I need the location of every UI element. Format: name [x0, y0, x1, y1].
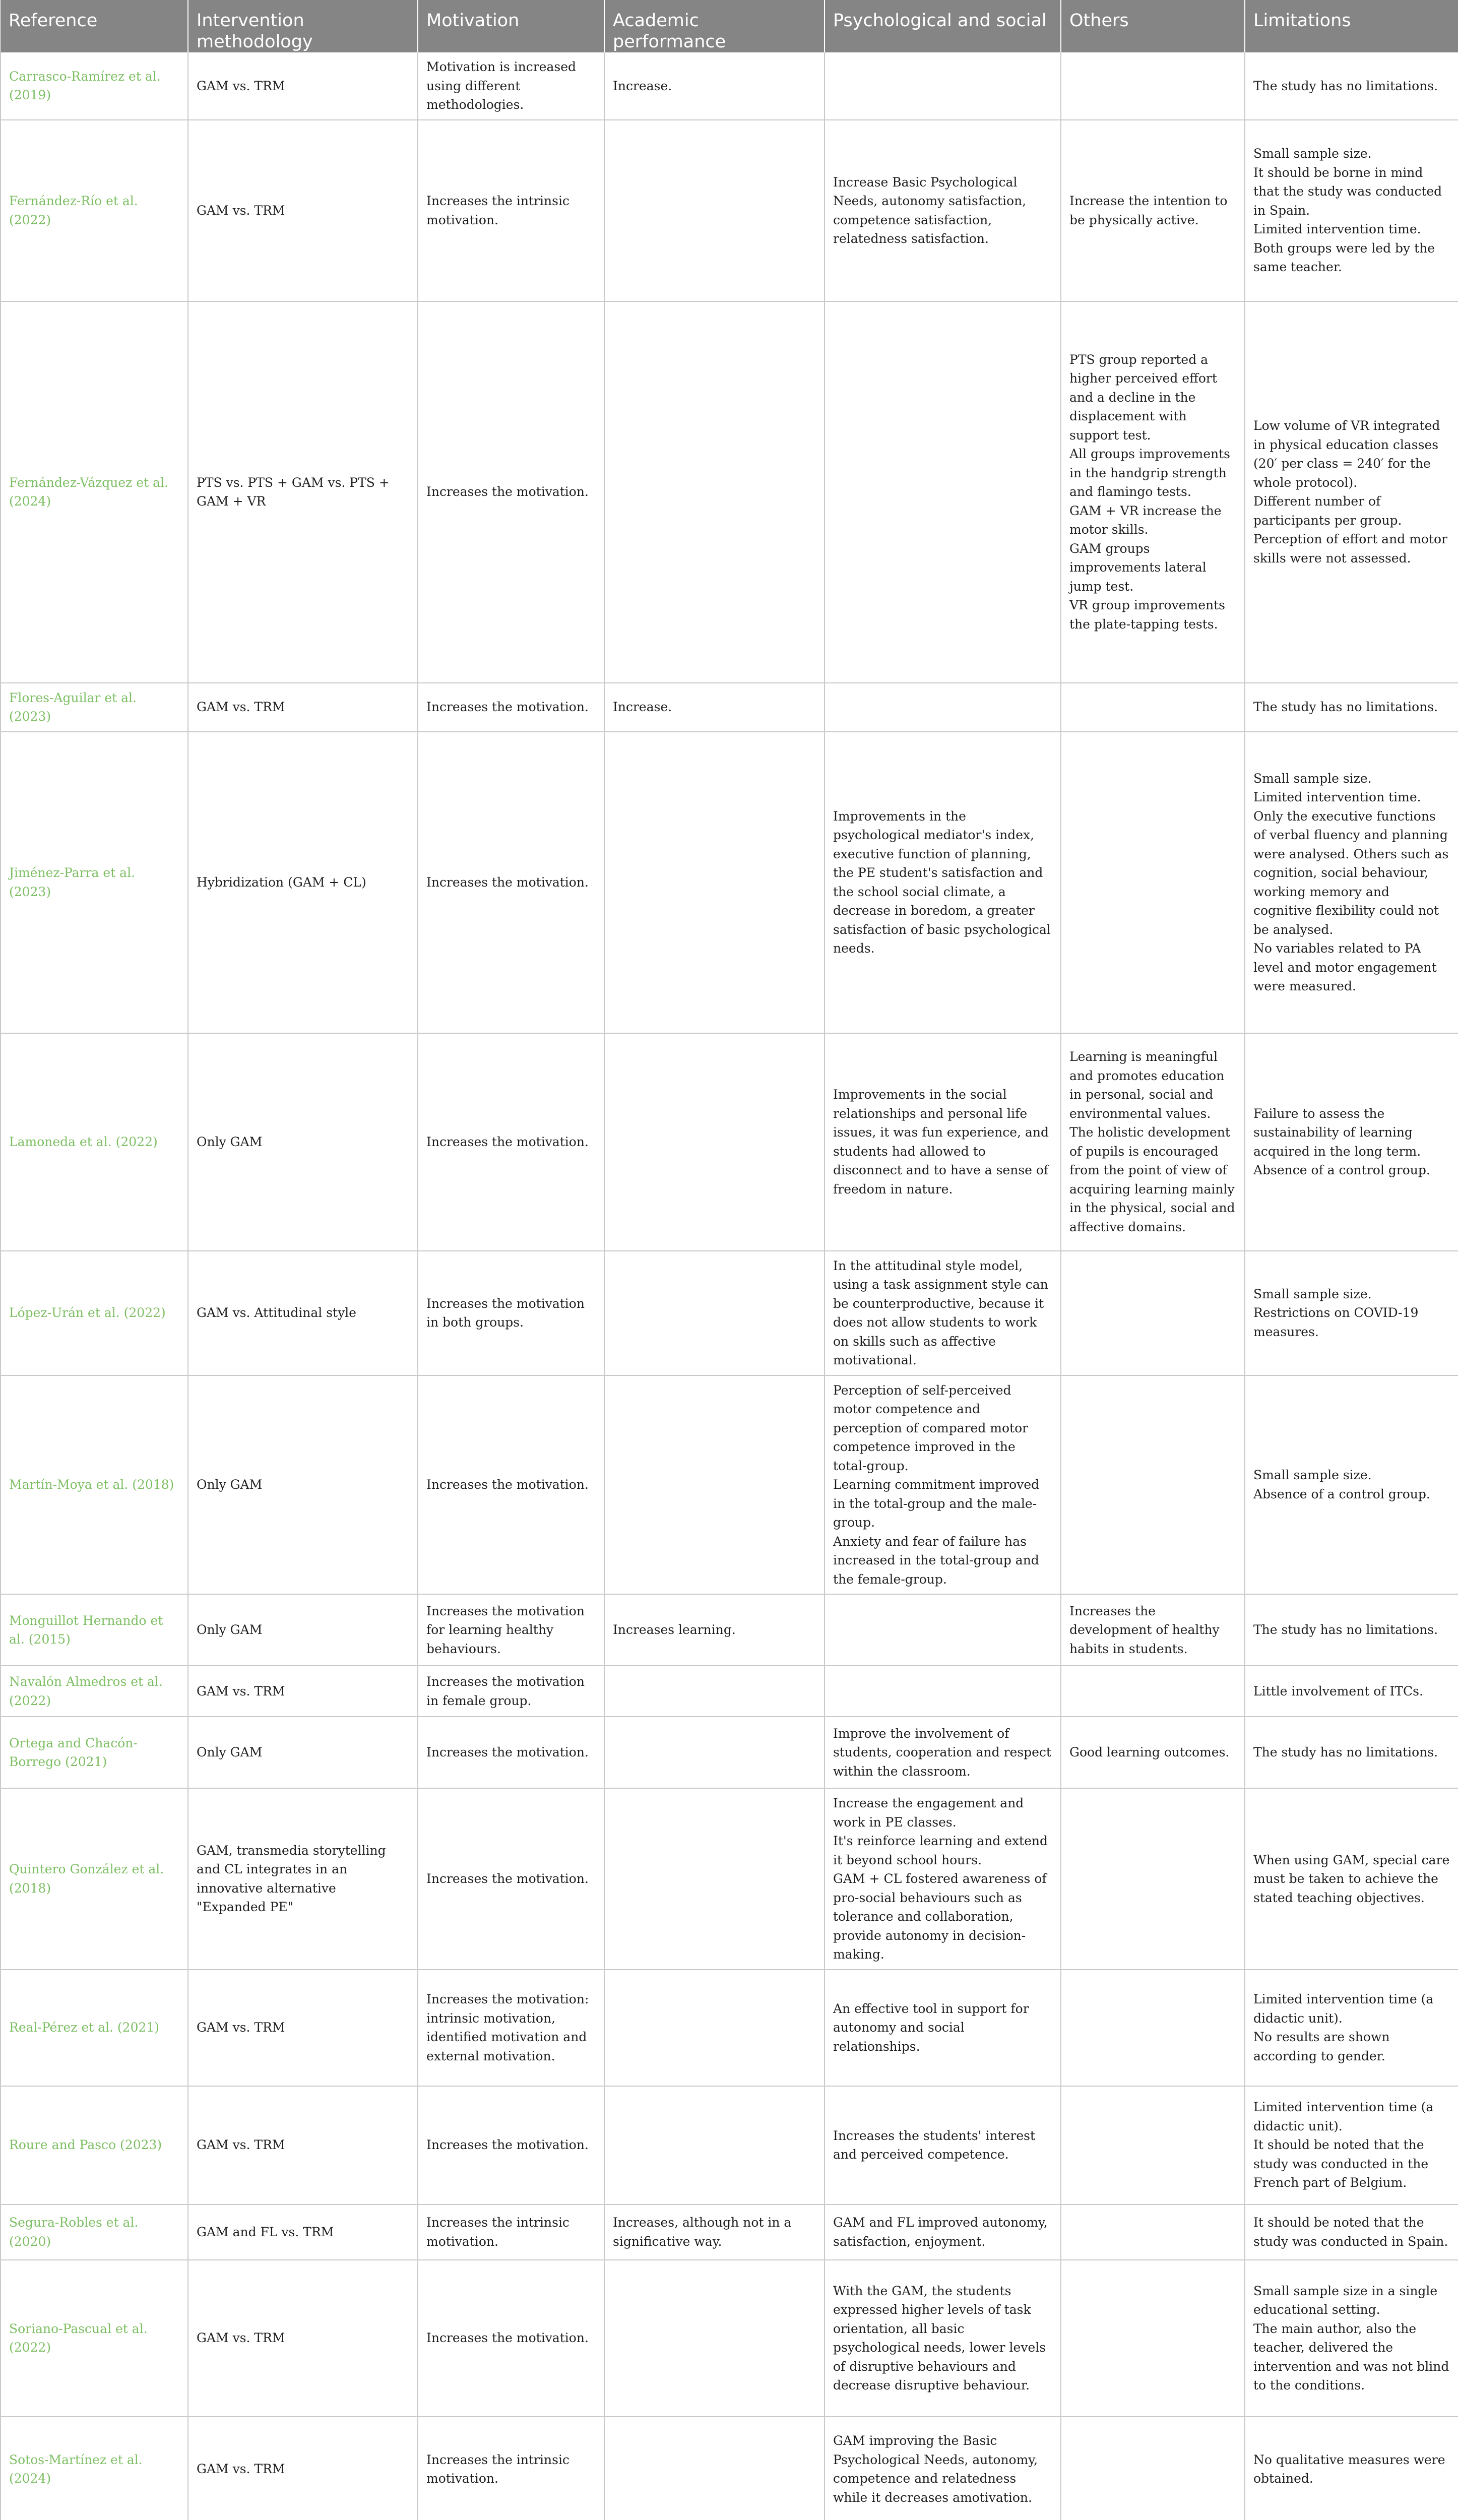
others-cell	[1061, 1251, 1245, 1375]
academic-performance-cell	[604, 1666, 825, 1717]
motivation-cell: Increases the intrinsic motivation.	[418, 2204, 604, 2260]
limitations-cell	[1245, 1717, 1458, 1788]
psychological-social-cell: In the attitudinal style model, using a task assignment style can be counterproductive, because it does not allow students to work on skills such as affective motivational.	[825, 1251, 1061, 1375]
academic-performance-cell: Increase.	[604, 683, 825, 732]
cell-line: Both groups were led by the same teacher.	[1253, 240, 1435, 275]
cell-line: PTS group reported a higher perceived effort and a decline in the displacement with support test.	[1069, 352, 1217, 443]
cell-line: Absence of a control group.	[1253, 1486, 1430, 1501]
psychological-social-cell: Improve the involvement of students, cooperation and respect within the classroom.	[825, 1717, 1061, 1788]
header-motivation: Motivation	[418, 0, 604, 52]
cell-line: When using GAM, special care must be taken to achieve the stated teaching objectives.	[1253, 1852, 1450, 1905]
psychological-social-cell: Improvements in the psychological mediator's index, executive function of planning, the PE student's satisfaction and the school social climate, a decrease in boredom, a greater satisfaction of basic psychological needs.	[825, 732, 1061, 1033]
cell-line: Only the executive functions of verbal fluency and planning were analysed. Others such as cognition, social behaviour, working memory and cognitive flexibility could not be analysed.	[1253, 808, 1449, 937]
limitations-cell	[1245, 2260, 1458, 2417]
reference-cell[interactable]: Roure and Pasco (2023)	[1, 2086, 188, 2204]
motivation-cell: Increases the motivation.	[418, 732, 604, 1033]
intervention-cell: Only GAM	[188, 1594, 418, 1666]
cell-line: Small sample size.	[1253, 771, 1372, 786]
intervention-cell: GAM and FL vs. TRM	[188, 2204, 418, 2260]
cell-line: It should be borne in mind that the study was conducted in Spain.	[1253, 165, 1442, 218]
intervention-cell: GAM vs. TRM	[188, 2086, 418, 2204]
others-cell	[1061, 2417, 1245, 2520]
intervention-cell: Only GAM	[188, 1033, 418, 1251]
cell-line: The main author, also the teacher, delivered the intervention and was not blind to the conditions.	[1253, 2321, 1449, 2392]
table-row	[1, 2417, 1458, 2520]
intervention-cell: GAM vs. TRM	[188, 1970, 418, 2086]
academic-performance-cell: Increases, although not in a significative way.	[604, 2204, 825, 2260]
header-others: Others	[1061, 0, 1245, 52]
psychological-social-cell	[825, 1666, 1061, 1717]
table-body	[1, 52, 1458, 2520]
intervention-cell: GAM vs. TRM	[188, 1666, 418, 1717]
table-row	[1, 1666, 1458, 1717]
table-row	[1, 301, 1458, 683]
motivation-cell: Increases the intrinsic motivation.	[418, 120, 604, 301]
cell-line: Different number of participants per group.	[1253, 494, 1402, 528]
cell-line: Anxiety and fear of failure has increased in the total-group and the female-group.	[833, 1534, 1039, 1587]
cell-line: Limited intervention time (a didactic unit).	[1253, 1992, 1434, 2026]
reference-cell[interactable]: Fernández-Vázquez et al. (2024)	[1, 301, 188, 683]
academic-performance-cell	[604, 2417, 825, 2520]
cell-line: Small sample size.	[1253, 1468, 1372, 1483]
table-row	[1, 2260, 1458, 2417]
intervention-cell: Only GAM	[188, 1717, 418, 1788]
motivation-cell: Increases the motivation: intrinsic motivation, identified motivation and external motivation.	[418, 1970, 604, 2086]
intervention-cell: Only GAM	[188, 1375, 418, 1595]
table-row	[1, 683, 1458, 732]
cell-line: The holistic development of pupils is encouraged from the point of view of acquiring learning mainly in the physical, social and affective domains.	[1069, 1125, 1235, 1234]
limitations-cell	[1245, 52, 1458, 120]
psychological-social-cell	[825, 52, 1061, 120]
reference-cell[interactable]: Segura-Robles et al. (2020)	[1, 2204, 188, 2260]
limitations-cell	[1245, 2417, 1458, 2520]
limitations-cell	[1245, 301, 1458, 683]
psychological-social-cell: Increases the students' interest and perceived competence.	[825, 2086, 1061, 2204]
table-row	[1, 732, 1458, 1033]
psychological-social-cell	[825, 1375, 1061, 1595]
intervention-cell: GAM vs. TRM	[188, 120, 418, 301]
motivation-cell: Increases the motivation.	[418, 2086, 604, 2204]
motivation-cell: Increases the motivation.	[418, 2260, 604, 2417]
table-row	[1, 2204, 1458, 2260]
academic-performance-cell	[604, 1788, 825, 1970]
cell-line: Learning commitment improved in the total-group and the male-group.	[833, 1477, 1040, 1530]
cell-line: Perception of effort and motor skills were not assessed.	[1253, 532, 1447, 565]
motivation-cell: Increases the motivation in female group.	[418, 1666, 604, 1717]
reference-cell[interactable]: Jiménez-Parra et al. (2023)	[1, 732, 188, 1033]
psychological-social-cell	[825, 683, 1061, 732]
table-row	[1, 2086, 1458, 2204]
table-header	[1, 0, 1458, 52]
reference-cell[interactable]: Ortega and Chacón-Borrego (2021)	[1, 1717, 188, 1788]
reference-cell[interactable]: Soriano-Pascual et al. (2022)	[1, 2260, 188, 2417]
motivation-cell: Increases the motivation.	[418, 683, 604, 732]
academic-performance-cell	[604, 2086, 825, 2204]
academic-performance-cell	[604, 1717, 825, 1788]
limitations-cell	[1245, 1788, 1458, 1970]
others-cell: Good learning outcomes.	[1061, 1717, 1245, 1788]
intervention-cell: PTS vs. PTS + GAM vs. PTS + GAM + VR	[188, 301, 418, 683]
others-cell	[1061, 1788, 1245, 1970]
header-intervention-methodology: Intervention methodology	[188, 0, 418, 52]
cell-line: No variables related to PA level and motor engagement were measured.	[1253, 941, 1437, 993]
table-row	[1, 1970, 1458, 2086]
others-cell	[1061, 1033, 1245, 1251]
academic-performance-cell	[604, 732, 825, 1033]
cell-line: Perception of self-perceived motor competence and perception of compared motor competence improved in the total-group.	[833, 1382, 1029, 1473]
reference-cell[interactable]: Sotos-Martínez et al. (2024)	[1, 2417, 188, 2520]
others-cell	[1061, 2086, 1245, 2204]
reference-cell[interactable]: López-Urán et al. (2022)	[1, 1251, 188, 1375]
others-cell	[1061, 732, 1245, 1033]
cell-line: VR group improvements the plate-tapping tests.	[1069, 598, 1225, 632]
intervention-cell: GAM vs. TRM	[188, 2417, 418, 2520]
intervention-cell: GAM, transmedia storytelling and CL integrates in an innovative alternative "Expanded PE"	[188, 1788, 418, 1970]
motivation-cell: Increases the motivation.	[418, 1788, 604, 1970]
academic-performance-cell: Increase.	[604, 52, 825, 120]
reference-cell[interactable]: Monguillot Hernando et al. (2015)	[1, 1594, 188, 1666]
cell-line: Low volume of VR integrated in physical education classes (20′ per class = 240′ for the whole protocol).	[1253, 418, 1440, 490]
limitations-cell	[1245, 1033, 1458, 1251]
academic-performance-cell	[604, 120, 825, 301]
cell-line: The study has no limitations.	[1253, 1622, 1438, 1637]
header-psychological-and-social: Psychological and social	[825, 0, 1061, 52]
table-row	[1, 1033, 1458, 1251]
motivation-cell: Increases the motivation in both groups.	[418, 1251, 604, 1375]
table-row	[1, 52, 1458, 120]
reference-cell[interactable]: Martín-Moya et al. (2018)	[1, 1375, 188, 1595]
reference-cell[interactable]: Real-Pérez et al. (2021)	[1, 1970, 188, 2086]
reference-cell[interactable]: Carrasco-Ramírez et al. (2019)	[1, 52, 188, 120]
cell-line: Restrictions on COVID-19 measures.	[1253, 1305, 1419, 1339]
cell-line: GAM + VR increase the motor skills.	[1069, 503, 1222, 537]
psychological-social-cell	[825, 301, 1061, 683]
motivation-cell: Motivation is increased using different methodologies.	[418, 52, 604, 120]
cell-line: It should be noted that the study was conducted in Spain.	[1253, 2215, 1448, 2249]
intervention-cell: GAM vs. TRM	[188, 52, 418, 120]
academic-performance-cell: Increases learning.	[604, 1594, 825, 1666]
psychological-social-cell: GAM and FL improved autonomy, satisfaction, enjoyment.	[825, 2204, 1061, 2260]
cell-line: Absence of a control group.	[1253, 1163, 1430, 1177]
cell-line: Small sample size.	[1253, 146, 1372, 161]
table-row	[1, 1251, 1458, 1375]
psychological-social-cell: With the GAM, the students expressed higher levels of task orientation, all basic psychological needs, lower levels of disruptive behaviours and decrease disruptive behaviour.	[825, 2260, 1061, 2417]
cell-line: Limited intervention time.	[1253, 222, 1421, 237]
others-cell	[1061, 2260, 1245, 2417]
intervention-cell: GAM vs. Attitudinal style	[188, 1251, 418, 1375]
cell-line: All groups improvements in the handgrip strength and flamingo tests.	[1069, 447, 1230, 499]
others-cell	[1061, 683, 1245, 732]
others-cell	[1061, 2204, 1245, 2260]
limitations-cell	[1245, 2204, 1458, 2260]
reference-cell[interactable]: Fernández-Río et al. (2022)	[1, 120, 188, 301]
psychological-social-cell: Improvements in the social relationships and personal life issues, it was fun experience, and students had allowed to disconnect and to have a sense of freedom in nature.	[825, 1033, 1061, 1251]
others-cell	[1061, 301, 1245, 683]
cell-line: GAM + CL fostered awareness of pro-social behaviours such as tolerance and collaboration, provide autonomy in decision-making.	[833, 1871, 1047, 1962]
motivation-cell: Increases the motivation for learning healthy behaviours.	[418, 1594, 604, 1666]
cell-line: It should be noted that the study was conducted in the French part of Belgium.	[1253, 2137, 1429, 2190]
academic-performance-cell	[604, 1970, 825, 2086]
cell-line: No qualitative measures were obtained.	[1253, 2452, 1445, 2486]
header-reference: Reference	[1, 0, 188, 52]
limitations-cell	[1245, 1970, 1458, 2086]
intervention-cell: Hybridization (GAM + CL)	[188, 732, 418, 1033]
header-academic-performance: Academic performance	[604, 0, 825, 52]
psychological-social-cell: GAM improving the Basic Psychological Needs, autonomy, competence and relatedness while it decreases amotivation.	[825, 2417, 1061, 2520]
cell-line: Limited intervention time.	[1253, 790, 1421, 804]
cell-line: The study has no limitations.	[1253, 700, 1438, 715]
motivation-cell: Increases the motivation.	[418, 301, 604, 683]
academic-performance-cell	[604, 1375, 825, 1595]
cell-line: The study has no limitations.	[1253, 1745, 1438, 1760]
psychological-social-cell	[825, 1788, 1061, 1970]
motivation-cell: Increases the motivation.	[418, 1717, 604, 1788]
cell-line: Small sample size in a single educational setting.	[1253, 2283, 1438, 2317]
table-row	[1, 1594, 1458, 1666]
academic-performance-cell	[604, 1033, 825, 1251]
cell-line: No results are shown according to gender.	[1253, 2030, 1390, 2063]
academic-performance-cell	[604, 2260, 825, 2417]
table-row	[1, 1788, 1458, 1970]
limitations-cell	[1245, 1375, 1458, 1595]
table-row	[1, 1717, 1458, 1788]
limitations-cell	[1245, 732, 1458, 1033]
reference-cell[interactable]: Quintero González et al. (2018)	[1, 1788, 188, 1970]
motivation-cell: Increases the motivation.	[418, 1033, 604, 1251]
cell-line: Little involvement of ITCs.	[1253, 1683, 1423, 1698]
motivation-cell: Increases the motivation.	[418, 1375, 604, 1595]
header-limitations: Limitations	[1245, 0, 1458, 52]
academic-performance-cell	[604, 1251, 825, 1375]
cell-line: Learning is meaningful and promotes education in personal, social and environmental values.	[1069, 1049, 1225, 1121]
limitations-cell	[1245, 1594, 1458, 1666]
limitations-cell	[1245, 2086, 1458, 2204]
cell-line: Increase the engagement and work in PE classes.	[833, 1796, 1024, 1830]
limitations-cell	[1245, 683, 1458, 732]
cell-line: GAM groups improvements lateral jump test.	[1069, 541, 1207, 594]
limitations-cell	[1245, 1666, 1458, 1717]
limitations-cell	[1245, 120, 1458, 301]
cell-line: Limited intervention time (a didactic unit).	[1253, 2100, 1434, 2133]
others-cell: Increase the intention to be physically active.	[1061, 120, 1245, 301]
intervention-cell: GAM vs. TRM	[188, 2260, 418, 2417]
others-cell: Increases the development of healthy habits in students.	[1061, 1594, 1245, 1666]
header-row	[1, 0, 1458, 52]
cell-line: Small sample size.	[1253, 1286, 1372, 1301]
table-row	[1, 120, 1458, 301]
psychological-social-cell: An effective tool in support for autonomy and social relationships.	[825, 1970, 1061, 2086]
academic-performance-cell	[604, 301, 825, 683]
psychological-social-cell: Increase Basic Psychological Needs, autonomy satisfaction, competence satisfaction, relatedness satisfaction.	[825, 120, 1061, 301]
psychological-social-cell	[825, 1594, 1061, 1666]
limitations-cell	[1245, 1251, 1458, 1375]
others-cell	[1061, 52, 1245, 120]
reference-cell[interactable]: Lamoneda et al. (2022)	[1, 1033, 188, 1251]
table-row	[1, 1375, 1458, 1595]
others-cell	[1061, 1666, 1245, 1717]
reference-cell[interactable]: Flores-Aguilar et al. (2023)	[1, 683, 188, 732]
reference-cell[interactable]: Navalón Almedros et al. (2022)	[1, 1666, 188, 1717]
cell-line: The study has no limitations.	[1253, 78, 1438, 93]
motivation-cell: Increases the intrinsic motivation.	[418, 2417, 604, 2520]
others-cell	[1061, 1375, 1245, 1595]
cell-line: It's reinforce learning and extend it beyond school hours.	[833, 1834, 1048, 1867]
intervention-cell: GAM vs. TRM	[188, 683, 418, 732]
cell-line: Failure to assess the sustainability of learning acquired in the long term.	[1253, 1106, 1421, 1159]
others-cell	[1061, 1970, 1245, 2086]
